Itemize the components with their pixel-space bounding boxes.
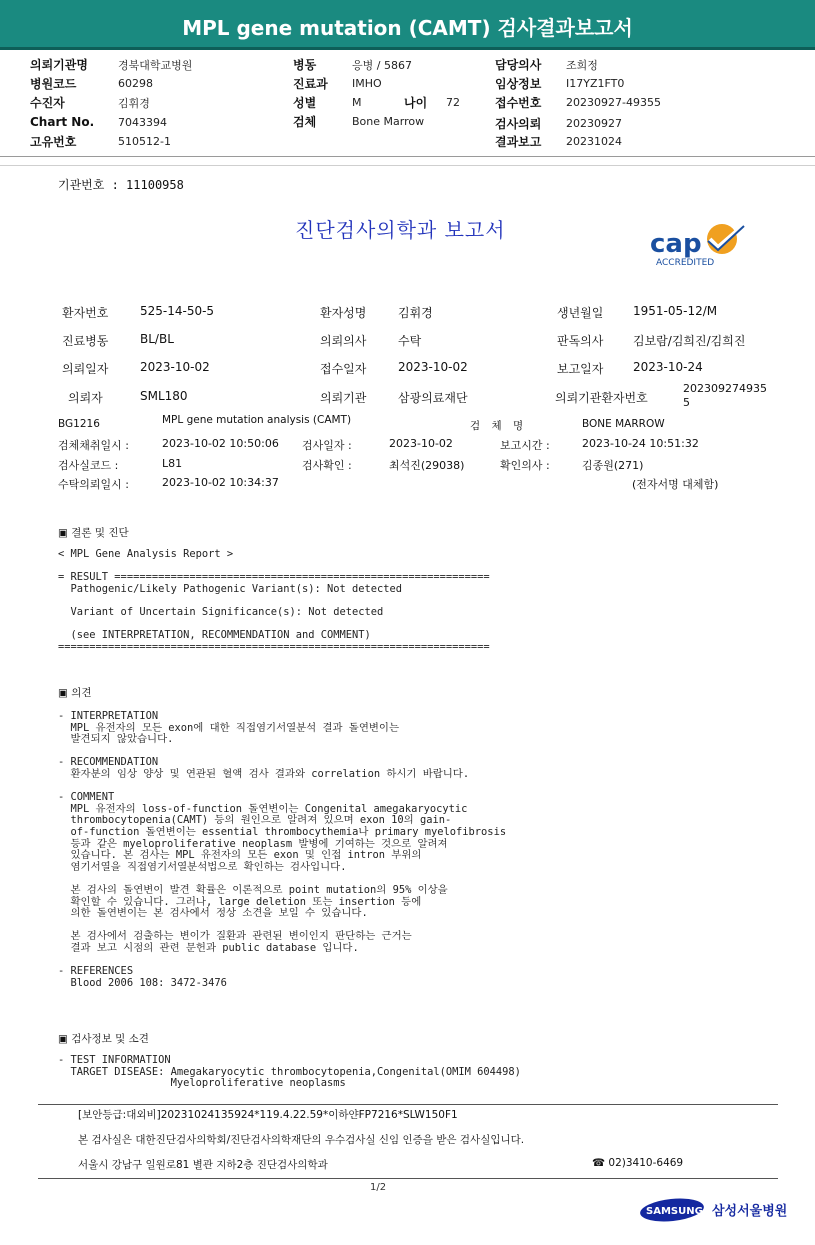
meta-row (30, 94, 65, 111)
meta-row (495, 133, 541, 150)
meta-value-text: 7043394 (118, 116, 167, 129)
samsung-logo-icon (640, 1196, 790, 1226)
meta-value (352, 95, 362, 109)
footer-divider (38, 1178, 778, 1179)
meta-row (404, 94, 427, 111)
meta-value-text: 510512-1 (118, 135, 171, 148)
meta-value (118, 76, 153, 90)
meta-value-text: 경북대학교병원 (118, 59, 193, 72)
institution-number: 기관번호 : 11100958 (58, 178, 184, 192)
doctor-value: 김종원(271) (582, 459, 644, 472)
field-value: 2023-10-02 (140, 360, 210, 374)
field-value: 2023-10-02 (398, 360, 468, 374)
meta-label: 성별 (293, 96, 317, 110)
divider (0, 156, 815, 157)
page-number: 1/2 (370, 1182, 387, 1193)
meta-value (446, 95, 460, 109)
opinion-block: - INTERPRETATION MPL 유전자의 모든 exon에 대한 직접염기서열분석 결과 돌연변이는 발견되지 않았습니다. - RECOMMENDATION 환자분의 임상 양상 및 연관된 혈액 검사 결과와 correlation 하시기 바랍니다. - COMMENT MPL 유전자의 loss-of-function 돌연변이는 Congenital amegakaryocytic thrombocytopenia(CAMT) 등의 원인으로 알려져 있으며 exon 10의 gain- of-function 돌연변이는 essential thrombocythemia나 primary myelofibrosis 등과 같은 myeloproliferative neoplasm 발병에 기여하는 것으로 알려져 있습니다. 본 검사는 MPL 유전자의 모든 exon 및 인접 intron 부위의 염기서열을 직접염기서열분석법으로 확인하는 검사입니다. 본 검사의 돌연변이 발견 확률은 이론적으로 point mutation의 95% 이상을 확인할 수 있습니다. 그러나, large deletion 또는 insertion 등에 의한 돌연변이는 본 검사에서 정상 소견을 보일 수 있습니다. 본 검사에서 검출하는 변이가 질환과 관련된 변이인지 판단하는 근거는 결과 보고 시점의 관련 문헌과 public database 입니다. - REFERENCES Blood 2006 108: 3472-3476 (58, 710, 507, 989)
report-header (0, 0, 815, 47)
field-value: 김휘경 (398, 306, 433, 320)
page-title: 진단검사의학과 보고서 (295, 218, 506, 242)
reporttime-label: 보고시간 : (500, 439, 550, 452)
divider (0, 165, 815, 166)
meta-value (352, 76, 382, 90)
meta-row (495, 94, 541, 111)
meta-row (293, 75, 328, 92)
collect-label: 검체채취일시 : (58, 439, 129, 452)
meta-row (30, 133, 76, 150)
section-opinion-title: ▣ 의견 (58, 687, 92, 699)
meta-label: 임상정보 (495, 77, 542, 91)
meta-value-text: 60298 (118, 77, 153, 90)
meta-value-text: I17YZ1FT0 (566, 77, 625, 90)
field-value: 2023-10-24 (633, 360, 703, 374)
field-label: 의뢰기관환자번호 (555, 391, 648, 405)
reporttime-value: 2023-10-24 10:51:32 (582, 437, 699, 450)
room-value: L81 (162, 457, 183, 470)
meta-value (118, 115, 167, 129)
meta-label: 검사의뢰 (495, 117, 542, 131)
meta-row (495, 56, 541, 73)
test-code: BG1216 (58, 418, 100, 430)
meta-value-text: 72 (446, 96, 460, 109)
security-line: [보안등급:대외비]20231024135924*119.4.22.59*이하얀FP7216*SLW150F1 (78, 1109, 458, 1121)
specimen-value: BONE MARROW (582, 418, 665, 430)
field-label: 의뢰기관 (320, 391, 367, 405)
signature-note: (전자서명 대체함) (632, 478, 719, 491)
address: 서울시 강남구 일원로81 별관 지하2층 진단검사의학과 (78, 1159, 328, 1171)
field-label: 보고일자 (557, 362, 604, 376)
meta-row (30, 56, 88, 73)
field-value: 삼광의료재단 (398, 391, 468, 405)
meta-value-text: 20230927 (566, 117, 622, 130)
field-value: 수탁 (398, 334, 422, 348)
meta-label: 수진자 (30, 96, 65, 110)
report-header-title: MPL gene mutation (CAMT) 검사결과보고서 (182, 16, 633, 40)
test-name: MPL gene mutation analysis (CAMT) (162, 414, 352, 426)
meta-label: 담당의사 (495, 58, 542, 72)
collect-value: 2023-10-02 10:50:06 (162, 437, 279, 450)
meta-value (566, 76, 624, 90)
request-label: 수탁의뢰일시 : (58, 478, 129, 491)
testdate-value: 2023-10-02 (389, 437, 453, 450)
meta-value (566, 134, 622, 148)
meta-label: 나이 (404, 96, 428, 110)
field-value: 김보람/김희진/김희진 (633, 334, 746, 348)
doctor-label: 확인의사 : (500, 459, 550, 472)
certification-line: 본 검사실은 대한진단검사의학회/진단검사의학재단의 우수검사실 신임 인증을 받은 검사실입니다. (78, 1134, 525, 1146)
cap-logo-icon (648, 222, 748, 270)
meta-value (352, 57, 412, 73)
section-info-title: ▣ 검사정보 및 소견 (58, 1033, 149, 1045)
meta-row (293, 113, 316, 130)
cap-sub: ACCREDITED (656, 258, 715, 268)
specimen-label: 검 체 명 (470, 420, 528, 432)
field-label: 생년월일 (557, 306, 604, 320)
meta-value (352, 114, 424, 128)
meta-block (0, 56, 815, 156)
meta-label: 의뢰기관명 (30, 58, 88, 72)
meta-row (30, 75, 76, 92)
phone: ☎ 02)3410-6469 (592, 1157, 684, 1169)
field-label: 진료병동 (62, 334, 109, 348)
meta-label: 고유번호 (30, 135, 77, 149)
meta-value (566, 95, 661, 109)
meta-value-text: Bone Marrow (352, 115, 425, 128)
meta-row (293, 94, 316, 111)
meta-label: 접수번호 (495, 96, 542, 110)
hospital-name: 삼성서울병원 (712, 1204, 788, 1219)
field-label: 환자성명 (320, 306, 367, 320)
meta-label: 병동 (293, 58, 317, 72)
testdate-label: 검사일자 : (302, 439, 352, 452)
meta-value-text: 김휘경 (118, 97, 150, 110)
meta-value-text: 20230927-49355 (566, 96, 661, 109)
field-label: 의뢰일자 (62, 362, 109, 376)
confirm-value: 최석진(29038) (389, 459, 465, 472)
field-label: 판독의사 (557, 334, 604, 348)
meta-value (118, 95, 150, 111)
footer-divider (38, 1104, 778, 1105)
meta-label: 병원코드 (30, 77, 77, 91)
cap-accredited-logo (648, 222, 748, 270)
field-label: 환자번호 (62, 306, 109, 320)
field-label: 의뢰의사 (320, 334, 367, 348)
section-result-title: ▣ 결론 및 진단 (58, 527, 129, 539)
samsung-wordmark: SAMSUNG (646, 1206, 703, 1217)
meta-label: 결과보고 (495, 135, 542, 149)
meta-row (293, 56, 316, 73)
meta-value-text: IMHO (352, 77, 382, 90)
meta-value (118, 134, 171, 148)
header-stripe (0, 47, 815, 50)
meta-label: 진료과 (293, 77, 328, 91)
meta-label: Chart No. (30, 115, 95, 129)
meta-row (495, 115, 541, 132)
field-value-wrap: 5 (683, 396, 690, 409)
field-label: 접수일자 (320, 362, 367, 376)
meta-row (30, 115, 94, 129)
meta-row (495, 75, 541, 92)
meta-value (566, 116, 622, 130)
confirm-label: 검사확인 : (302, 459, 352, 472)
info-block: - TEST INFORMATION TARGET DISEASE: Amegakaryocytic thrombocytopenia,Congenital(OMIM 604498) Myeloproliferative neoplasms (58, 1054, 521, 1090)
result-block: < MPL Gene Analysis Report > = RESULT ============================================================ Pathogenic/Likely Pathogenic Variant(s): Not detected Variant of Uncertain Significance(s): Not detected (see INTERPRETATION, RECOMMENDATION and COMMENT) ===================================================================== (58, 548, 490, 653)
field-value: SML180 (140, 389, 188, 403)
field-value: 1951-05-12/M (633, 304, 718, 318)
field-value: 202309274935 (683, 382, 767, 395)
field-label: 의뢰자 (68, 391, 103, 405)
samsung-hospital-logo (640, 1196, 790, 1226)
cap-brand: cap (650, 229, 702, 259)
room-label: 검사실코드 : (58, 459, 119, 472)
meta-label: 검체 (293, 115, 317, 129)
field-value: BL/BL (140, 332, 174, 346)
meta-value-text: 응병 / 5867 (352, 59, 412, 72)
meta-value (118, 57, 192, 73)
meta-value-text: M (352, 96, 362, 109)
field-value: 525-14-50-5 (140, 304, 215, 318)
request-value: 2023-10-02 10:34:37 (162, 476, 279, 489)
meta-value-text: 20231024 (566, 135, 622, 148)
meta-value-text: 조희정 (566, 59, 598, 72)
meta-value (566, 57, 598, 73)
